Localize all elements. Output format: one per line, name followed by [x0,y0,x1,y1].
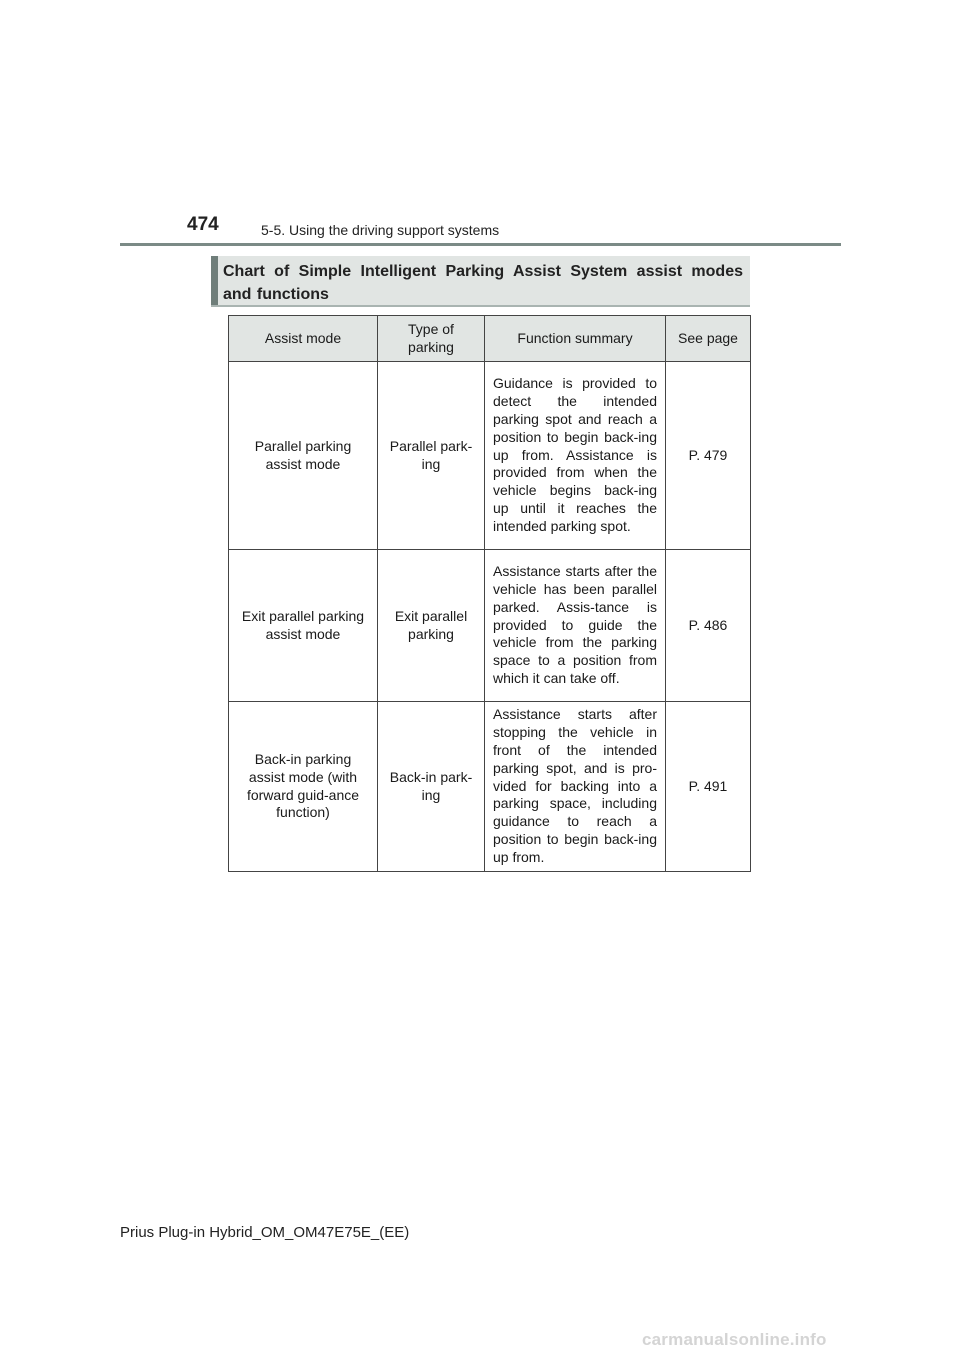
table-row [229,702,751,872]
table-header-row [229,316,751,362]
watermark: carmanualsonline.info [642,1330,827,1349]
table-row [229,362,751,550]
assist-mode-cell: Back-in parking assist mode (with forward guid-ance function) [229,702,378,872]
chart-heading [211,256,750,307]
column-header-function-summary: Function summary [485,316,666,362]
see-page-cell: P. 486 [666,550,751,702]
function-summary-cell: Assistance starts after stopping the vehicle in front of the intended parking spot, and is pro-vided for backing into a parking space, including guidance to reach a position to begin back-ing up from. [485,702,666,872]
function-summary-cell: Assistance starts after the vehicle has been parallel parked. Assis-tance is provided to guide the vehicle from the parking space to a position from which it can take off. [485,550,666,702]
parking-type-cell: Parallel park-ing [378,362,485,550]
section-title: 5-5. Using the driving support systems [261,222,500,238]
see-page-cell: P. 479 [666,362,751,550]
column-header-see-page: See page [666,316,751,362]
header-rule [120,243,841,246]
assist-mode-table [228,315,751,872]
column-header-assist-mode: Assist mode [229,316,378,362]
document-id: Prius Plug-in Hybrid_OM_OM47E75E_(EE) [120,1224,410,1241]
parking-type-cell: Exit parallel parking [378,550,485,702]
assist-mode-cell: Parallel parking assist mode [229,362,378,550]
see-page-cell: P. 491 [666,702,751,872]
function-summary-cell: Guidance is provided to detect the intended parking spot and reach a position to begin back-ing up from. Assistance is provided from when the vehicle begins back-ing up until it reaches the intended parking spot. [485,362,666,550]
heading-text: Chart of Simple Intelligent Parking Assist System assist modes and functions [223,263,743,303]
assist-mode-cell: Exit parallel parking assist mode [229,550,378,702]
table-row [229,550,751,702]
parking-type-cell: Back-in park-ing [378,702,485,872]
heading-accent-bar [211,256,218,305]
page-number: 474 [187,214,219,235]
column-header-type-of-parking: Type of parking [378,316,485,362]
